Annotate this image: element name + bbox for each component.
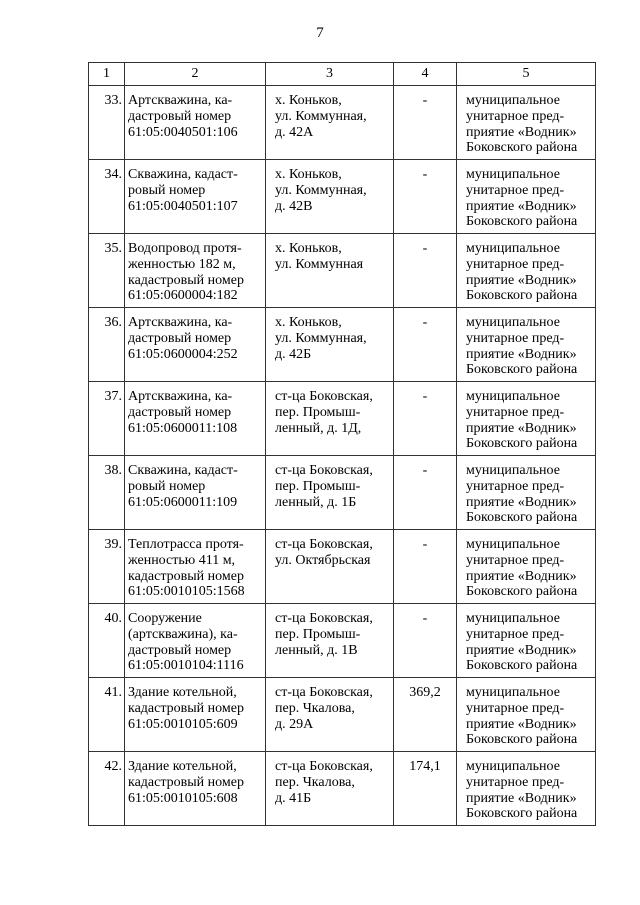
table-row bbox=[89, 604, 596, 678]
table-row bbox=[89, 382, 596, 456]
object-address: х. Коньков, ул. Коммунная, д. 42В bbox=[266, 160, 394, 234]
object-address: х. Коньков, ул. Коммунная, д. 42Б bbox=[266, 308, 394, 382]
object-name: Водопровод протя- женностью 182 м, кадастровый номер 61:05:0600004:182 bbox=[125, 234, 266, 308]
column-header: 5 bbox=[457, 63, 596, 86]
column-header: 4 bbox=[394, 63, 457, 86]
rights-holder: муниципальное унитарное пред- приятие «Водник» Боковского района bbox=[457, 678, 596, 752]
object-name: Теплотрасса протя- женностью 411 м, кадастровый номер 61:05:0010105:1568 bbox=[125, 530, 266, 604]
object-name: Артскважина, ка- дастровый номер 61:05:0600011:108 bbox=[125, 382, 266, 456]
object-name: Артскважина, ка- дастровый номер 61:05:0600004:252 bbox=[125, 308, 266, 382]
object-name: Скважина, кадаст- ровый номер 61:05:0040501:107 bbox=[125, 160, 266, 234]
table-row bbox=[89, 752, 596, 826]
object-area: - bbox=[394, 456, 457, 530]
table-row bbox=[89, 160, 596, 234]
rights-holder: муниципальное унитарное пред- приятие «Водник» Боковского района bbox=[457, 530, 596, 604]
row-number: 41. bbox=[89, 678, 125, 752]
row-number: 36. bbox=[89, 308, 125, 382]
table-row bbox=[89, 530, 596, 604]
rights-holder: муниципальное унитарное пред- приятие «Водник» Боковского района bbox=[457, 86, 596, 160]
column-header: 1 bbox=[89, 63, 125, 86]
object-area: - bbox=[394, 604, 457, 678]
row-number: 37. bbox=[89, 382, 125, 456]
table-row bbox=[89, 86, 596, 160]
rights-holder: муниципальное унитарное пред- приятие «Водник» Боковского района bbox=[457, 382, 596, 456]
property-table bbox=[88, 62, 596, 826]
object-address: х. Коньков, ул. Коммунная bbox=[266, 234, 394, 308]
table-row bbox=[89, 456, 596, 530]
rights-holder: муниципальное унитарное пред- приятие «Водник» Боковского района bbox=[457, 456, 596, 530]
rights-holder: муниципальное унитарное пред- приятие «Водник» Боковского района bbox=[457, 308, 596, 382]
rights-holder: муниципальное унитарное пред- приятие «Водник» Боковского района bbox=[457, 604, 596, 678]
rights-holder: муниципальное унитарное пред- приятие «Водник» Боковского района bbox=[457, 234, 596, 308]
row-number: 39. bbox=[89, 530, 125, 604]
table-row bbox=[89, 308, 596, 382]
table-header-row bbox=[89, 63, 596, 86]
object-address: ст-ца Боковская, пер. Чкалова, д. 41Б bbox=[266, 752, 394, 826]
row-number: 40. bbox=[89, 604, 125, 678]
table-row bbox=[89, 678, 596, 752]
object-area: - bbox=[394, 86, 457, 160]
object-name: Скважина, кадаст- ровый номер 61:05:0600011:109 bbox=[125, 456, 266, 530]
object-area: 174,1 bbox=[394, 752, 457, 826]
row-number: 34. bbox=[89, 160, 125, 234]
row-number: 33. bbox=[89, 86, 125, 160]
object-address: х. Коньков, ул. Коммунная, д. 42А bbox=[266, 86, 394, 160]
object-area: - bbox=[394, 530, 457, 604]
page-number: 7 bbox=[316, 25, 324, 41]
object-address: ст-ца Боковская, ул. Октябрьская bbox=[266, 530, 394, 604]
object-name: Артскважина, ка- дастровый номер 61:05:0040501:106 bbox=[125, 86, 266, 160]
object-area: - bbox=[394, 234, 457, 308]
row-number: 42. bbox=[89, 752, 125, 826]
object-address: ст-ца Боковская, пер. Чкалова, д. 29А bbox=[266, 678, 394, 752]
row-number: 38. bbox=[89, 456, 125, 530]
table-row bbox=[89, 234, 596, 308]
object-area: - bbox=[394, 382, 457, 456]
object-area: 369,2 bbox=[394, 678, 457, 752]
column-header: 2 bbox=[125, 63, 266, 86]
object-name: Здание котельной, кадастровый номер 61:05:0010105:609 bbox=[125, 678, 266, 752]
object-address: ст-ца Боковская, пер. Промыш- ленный, д. 1Д, bbox=[266, 382, 394, 456]
row-number: 35. bbox=[89, 234, 125, 308]
rights-holder: муниципальное унитарное пред- приятие «Водник» Боковского района bbox=[457, 752, 596, 826]
object-address: ст-ца Боковская, пер. Промыш- ленный, д. 1В bbox=[266, 604, 394, 678]
column-header: 3 bbox=[266, 63, 394, 86]
object-name: Сооружение (артскважина), ка- дастровый номер 61:05:0010104:1116 bbox=[125, 604, 266, 678]
table-body bbox=[89, 86, 596, 826]
rights-holder: муниципальное унитарное пред- приятие «Водник» Боковского района bbox=[457, 160, 596, 234]
object-area: - bbox=[394, 160, 457, 234]
object-address: ст-ца Боковская, пер. Промыш- ленный, д. 1Б bbox=[266, 456, 394, 530]
object-area: - bbox=[394, 308, 457, 382]
object-name: Здание котельной, кадастровый номер 61:05:0010105:608 bbox=[125, 752, 266, 826]
